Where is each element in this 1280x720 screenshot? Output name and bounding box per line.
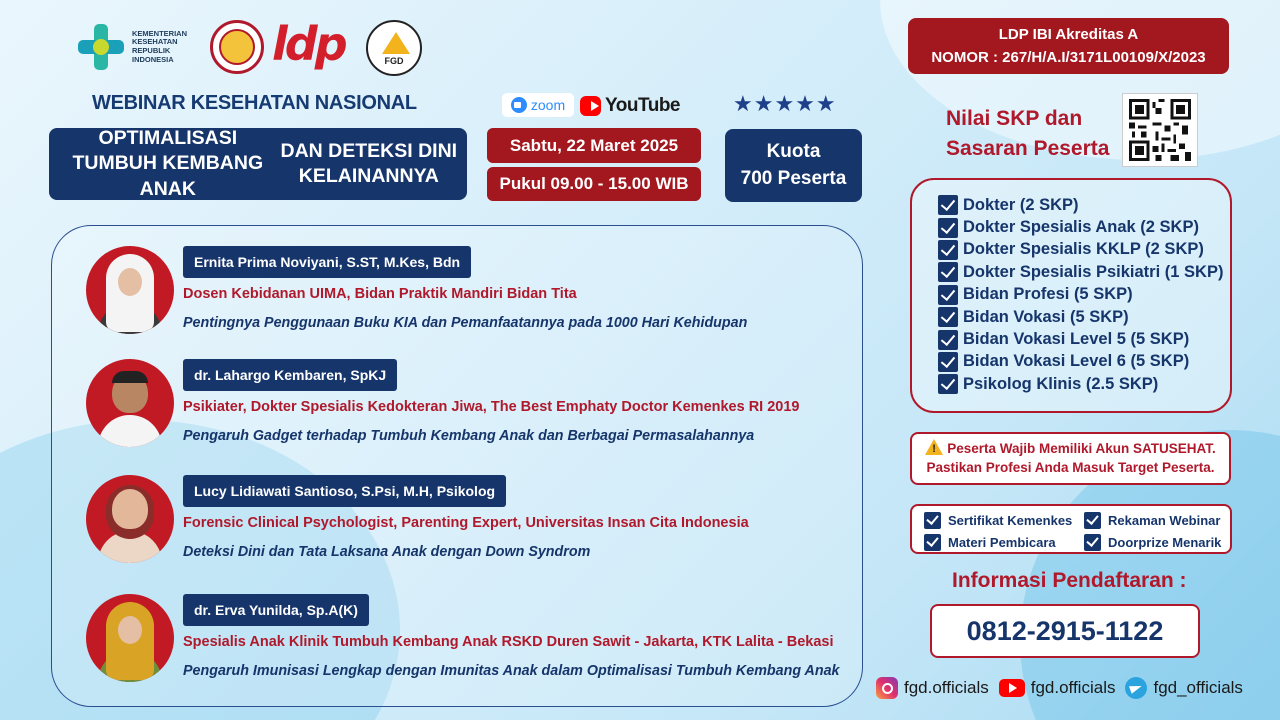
list-item: Bidan Profesi (5 SKP)	[938, 284, 1230, 306]
zoom-logo: zoom	[502, 93, 574, 117]
list-item: Bidan Vokasi Level 6 (5 SKP)	[938, 351, 1230, 373]
speaker-topic: Pengaruh Gadget terhadap Tumbuh Kembang Anak dan Berbagai Permasalahannya	[183, 428, 755, 444]
quota-box: Kuota 700 Peserta	[725, 129, 862, 202]
registration-phone[interactable]: 0812-2915-1122	[930, 604, 1200, 658]
speaker-card	[52, 594, 852, 694]
social-link-youtube[interactable]: fgd.officials	[999, 678, 1116, 698]
benefit-item: Materi Pembicara	[924, 533, 1084, 553]
checkbox-checked-icon	[938, 262, 958, 282]
accreditation-box: LDP IBI Akreditas A NOMOR : 267/H/A.I/3171L00109/X/2023	[908, 18, 1229, 74]
checkbox-checked-icon	[938, 330, 958, 350]
speaker-topic: Deteksi Dini dan Tata Laksana Anak dengan Down Syndrom	[183, 544, 591, 560]
speaker-role: Psikiater, Dokter Spesialis Kedokteran Jiwa, The Best Emphaty Doctor Kemenkes RI 2019	[183, 399, 800, 415]
speaker-role: Forensic Clinical Psychologist, Parenting Expert, Universitas Insan Cita Indonesia	[183, 515, 749, 531]
checkbox-checked-icon	[938, 285, 958, 305]
checkbox-checked-icon	[938, 374, 958, 394]
warning-icon	[925, 439, 943, 455]
checkbox-checked-icon	[938, 195, 958, 215]
speaker-photo	[86, 359, 174, 447]
speaker-photo	[86, 594, 174, 682]
event-time: Pukul 09.00 - 15.00 WIB	[487, 167, 701, 201]
speaker-topic: Pengaruh Imunisasi Lengkap dengan Imunitas Anak dalam Optimalisasi Tumbuh Kembang Anak	[183, 663, 840, 679]
social-link-telegram[interactable]: fgd_officials	[1125, 677, 1242, 699]
instagram-icon	[876, 677, 898, 699]
checkbox-checked-icon	[938, 352, 958, 372]
event-date: Sabtu, 22 Maret 2025	[487, 128, 701, 163]
youtube-logo: YouTube	[580, 92, 680, 120]
zoom-icon	[511, 97, 527, 113]
telegram-icon	[1125, 677, 1147, 699]
list-item: Dokter Spesialis Psikiatri (1 SKP)	[938, 261, 1230, 283]
speaker-name: dr. Erva Yunilda, Sp.A(K)	[183, 594, 369, 626]
skp-title: Nilai SKP dan Sasaran Peserta	[946, 107, 1110, 161]
checkbox-checked-icon	[1084, 512, 1101, 529]
benefits-box	[910, 504, 1232, 554]
speaker-name: Ernita Prima Noviyani, S.ST, M.Kes, Bdn	[183, 246, 471, 278]
checkbox-checked-icon	[938, 307, 958, 327]
speaker-card	[52, 475, 852, 575]
registration-title: Informasi Pendaftaran :	[952, 569, 1187, 592]
speaker-photo	[86, 475, 174, 563]
list-item: Dokter (2 SKP)	[938, 194, 1230, 216]
list-item: Psikolog Klinis (2.5 SKP)	[938, 373, 1230, 395]
satusehat-warning: !Peserta Wajib Memiliki Akun SATUSEHAT. Pastikan Profesi Anda Masuk Target Peserta.	[910, 432, 1231, 485]
star-rating-icon: ★★★★★	[733, 91, 837, 116]
speaker-card	[52, 359, 852, 459]
list-item: Dokter Spesialis KKLP (2 SKP)	[938, 239, 1230, 261]
youtube-icon	[580, 96, 601, 116]
main-title: OPTIMALISASI TUMBUH KEMBANG ANAK DAN DETEKSI DINI KELAINANNYA	[49, 128, 467, 200]
speaker-topic: Pentingnya Penggunaan Buku KIA dan Pemanfaatannya pada 1000 Hari Kehidupan	[183, 315, 748, 331]
checkbox-checked-icon	[1084, 534, 1101, 551]
benefit-item: Doorprize Menarik	[1084, 533, 1234, 553]
benefit-item: Sertifikat Kemenkes	[924, 511, 1084, 531]
kemenkes-logo-text: KEMENTERIAN KESEHATAN REPUBLIK INDONESIA	[132, 28, 188, 64]
kemenkes-mark-icon	[76, 22, 126, 72]
fgd-triangle-icon	[382, 32, 410, 54]
speakers-panel	[51, 225, 863, 707]
ibi-logo	[210, 20, 264, 74]
ldp-logo: ldp	[272, 17, 345, 71]
social-links	[876, 677, 1243, 699]
speaker-role: Spesialis Anak Klinik Tumbuh Kembang Anak RSKD Duren Sawit - Jakarta, KTK Lalita - Bekasi	[183, 634, 834, 650]
kemenkes-logo	[76, 22, 206, 72]
checkbox-checked-icon	[938, 218, 958, 238]
checkbox-checked-icon	[924, 512, 941, 529]
social-link-instagram[interactable]: fgd.officials	[876, 677, 989, 699]
list-item: Bidan Vokasi Level 5 (5 SKP)	[938, 328, 1230, 350]
speaker-role: Dosen Kebidanan UIMA, Bidan Praktik Mandiri Bidan Tita	[183, 286, 577, 302]
speaker-photo	[86, 246, 174, 334]
list-item: Bidan Vokasi (5 SKP)	[938, 306, 1230, 328]
webinar-title: WEBINAR KESEHATAN NASIONAL	[92, 92, 417, 114]
checkbox-checked-icon	[924, 534, 941, 551]
youtube-icon	[999, 679, 1025, 697]
speaker-name: Lucy Lidiawati Santioso, S.Psi, M.H, Psikolog	[183, 475, 506, 507]
benefit-item: Rekaman Webinar	[1084, 511, 1234, 531]
speaker-card	[52, 246, 852, 346]
speaker-name: dr. Lahargo Kembaren, SpKJ	[183, 359, 397, 391]
qr-code-icon[interactable]	[1122, 93, 1198, 167]
skp-list	[910, 178, 1232, 413]
list-item: Dokter Spesialis Anak (2 SKP)	[938, 216, 1230, 238]
fgd-logo: FGD	[366, 20, 422, 76]
checkbox-checked-icon	[938, 240, 958, 260]
